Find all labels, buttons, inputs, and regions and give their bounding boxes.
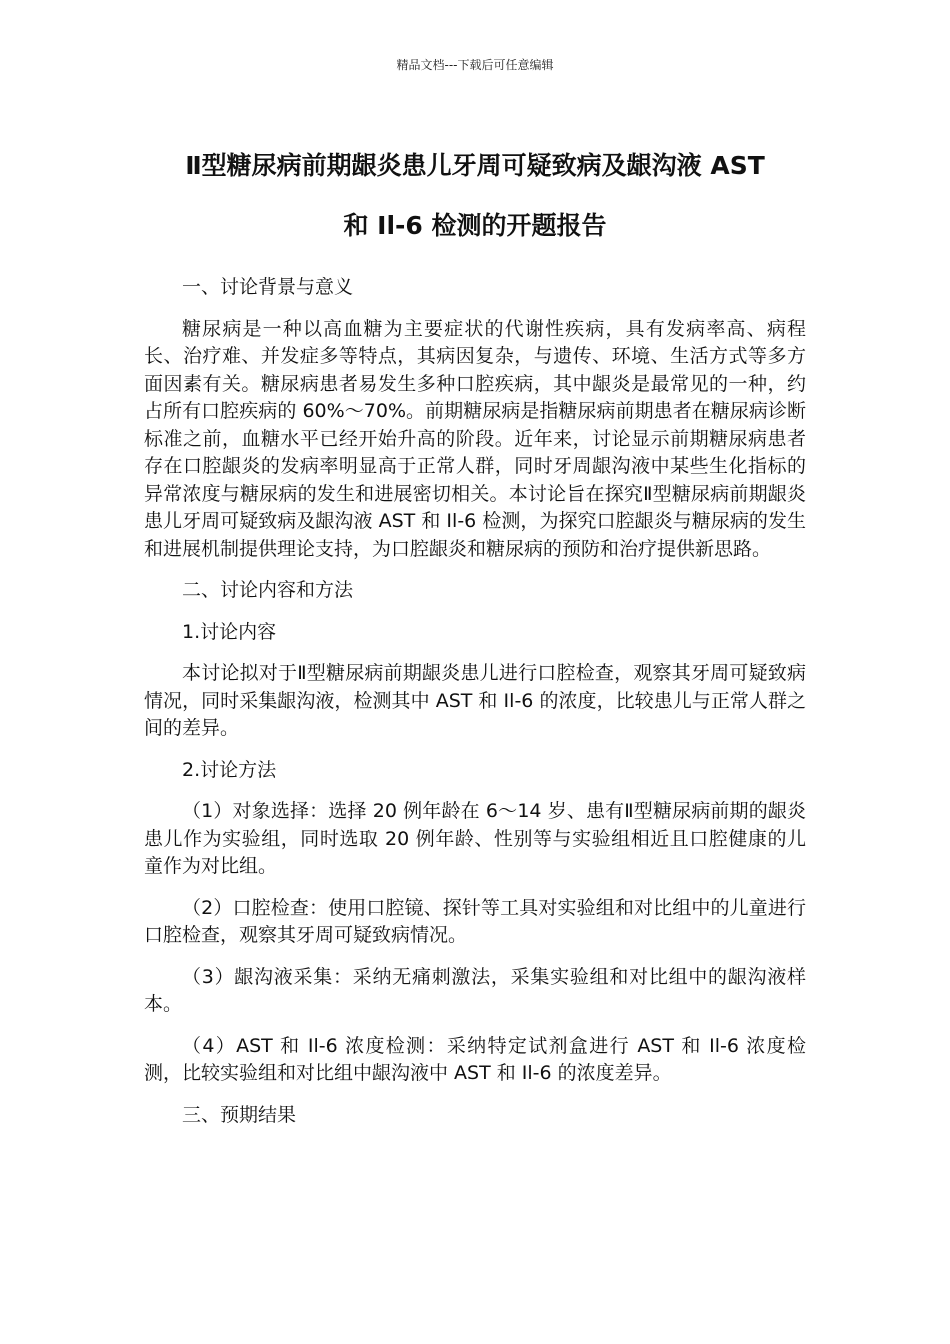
paragraph-background: 糖尿病是一种以高血糖为主要症状的代谢性疾病，具有发病率高、病程长、治疗难、并发症多等特点，其病因复杂，与遗传、环境、生活方式等多方面因素有关。糖尿病患者易发生多种口腔疾病，其中龈炎是最常见的一种，约占所有口腔疾病的 60%～70%。前期糖尿病是指糖尿病前期患者在糖尿病诊断标准之前，血糖水平已经开始升高的阶段。近年来，讨论显示前期糖尿病患者存在口腔龈炎的发病率明显高于正常人群，同时牙周龈沟液中某些生化指标的异常浓度与糖尿病的发生和进展密切相关。本讨论旨在探究Ⅱ型糖尿病前期龈炎患儿牙周可疑致病及龈沟液 AST 和 Il-6 检测，为探究口腔龈炎与糖尿病的发生和进展机制提供理论支持，为口腔龈炎和糖尿病的预防和治疗提供新思路。 bbox=[144, 317, 806, 560]
title-line-2: 和 Il-6 检测的开题报告 bbox=[343, 211, 607, 240]
subheading-content: 1.讨论内容 bbox=[182, 620, 277, 643]
document-title bbox=[120, 136, 830, 256]
paragraph-method-3: （3）龈沟液采集：采纳无痛刺激法，采集实验组和对比组中的龈沟液样本。 bbox=[144, 965, 806, 1015]
page-header: 精品文档---下载后可任意编辑 bbox=[396, 58, 554, 72]
title-line-1: Ⅱ型糖尿病前期龈炎患儿牙周可疑致病及龈沟液 AST bbox=[185, 151, 765, 180]
paragraph-method-1: （1）对象选择：选择 20 例年龄在 6～14 岁、患有Ⅱ型糖尿病前期的龈炎患儿作为实验组，同时选取 20 例年龄、性别等与实验组相近且口腔健康的儿童作为对比组。 bbox=[144, 800, 806, 877]
section-heading-expected-results: 三、预期结果 bbox=[182, 1103, 297, 1126]
section-heading-background: 一、讨论背景与意义 bbox=[182, 276, 354, 298]
paragraph-method-4: （4）AST 和 Il-6 浓度检测：采纳特定试剂盒进行 AST 和 Il-6 浓度检测，比较实验组和对比组中龈沟液中 AST 和 Il-6 的浓度差异。 bbox=[144, 1034, 806, 1084]
section-heading-content-methods: 二、讨论内容和方法 bbox=[182, 579, 354, 601]
paragraph-method-2: （2）口腔检查：使用口腔镜、探针等工具对实验组和对比组中的儿童进行口腔检查，观察其牙周可疑致病情况。 bbox=[144, 896, 806, 946]
paragraph-content: 本讨论拟对于Ⅱ型糖尿病前期龈炎患儿进行口腔检查，观察其牙周可疑致病情况，同时采集龈沟液，检测其中 AST 和 Il-6 的浓度，比较患儿与正常人群之间的差异。 bbox=[144, 662, 806, 739]
document-body bbox=[144, 274, 806, 1143]
subheading-methods: 2.讨论方法 bbox=[182, 758, 277, 781]
